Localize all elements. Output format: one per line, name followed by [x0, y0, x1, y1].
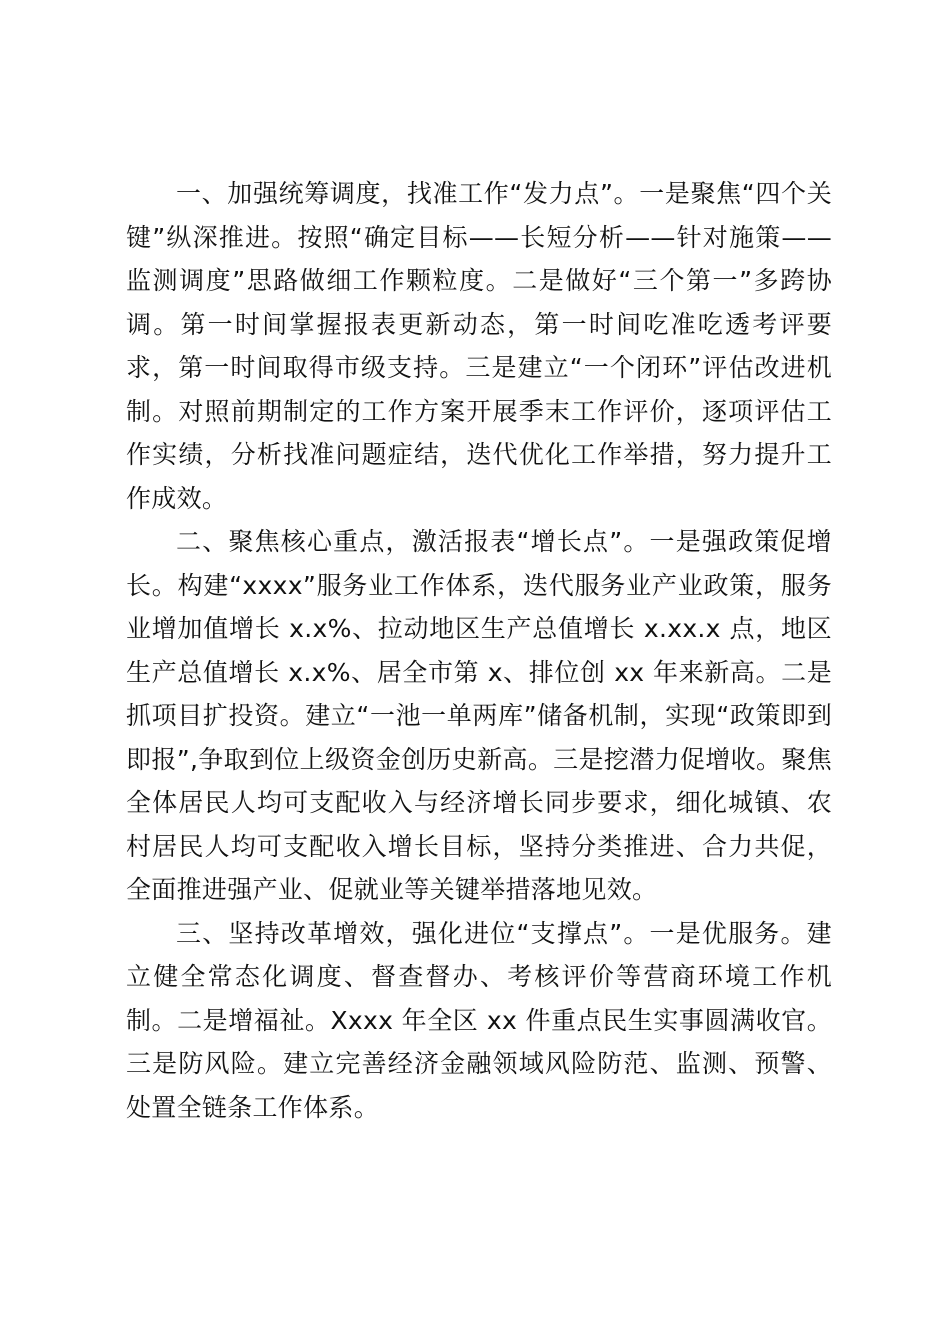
- paragraph-2: 二、聚焦核心重点，激活报表“增长点”。一是强政策促增长。构建“xxxx”服务业工作体系，迭代服务业产业政策，服务业增加值增长 x.x%、拉动地区生产总值增长 x.xx.x 点，地区生产总值增长 x.x%、居全市第 x、排位创 xx 年来新高。二是抓项目扩投资。建立“一池一单两库”储备机制，实现“政策即到即报”,争取到位上级资金创历史新高。三是挖潜力促增收。聚焦全体居民人均可支配收入与经济增长同步要求，细化城镇、农村居民人均可支配收入增长目标，坚持分类推进、合力共促，全面推进强产业、促就业等关键举措落地见效。: [126, 527, 832, 904]
- paragraph-1: 一、加强统筹调度，找准工作“发力点”。一是聚焦“四个关键”纵深推进。按照“确定目标——长短分析——针对施策——监测调度”思路做细工作颗粒度。二是做好“三个第一”多跨协调。第一时间掌握报表更新动态，第一时间吃准吃透考评要求，第一时间取得市级支持。三是建立“一个闭环”评估改进机制。对照前期制定的工作方案开展季末工作评价，逐项评估工作实绩，分析找准问题症结，迭代优化工作举措，努力提升工作成效。: [126, 179, 832, 513]
- document-body: [126, 172, 832, 1129]
- paragraph-3: 三、坚持改革增效，强化进位“支撑点”。一是优服务。建立健全常态化调度、督查督办、考核评价等营商环境工作机制。二是增福祉。Xxxx 年全区 xx 件重点民生实事圆满收官。三是防风险。建立完善经济金融领域风险防范、监测、预警、处置全链条工作体系。: [126, 918, 832, 1122]
